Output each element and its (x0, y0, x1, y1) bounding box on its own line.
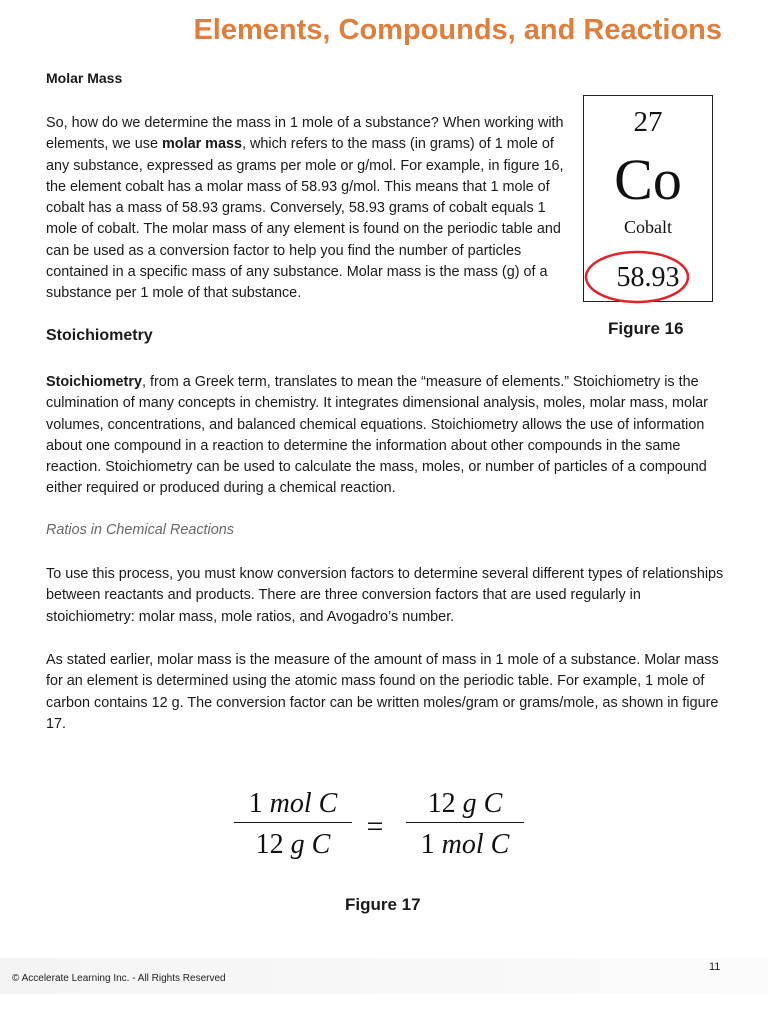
right-numerator (406, 786, 524, 823)
page-number: 11 (709, 961, 721, 973)
right-num-value: 12 (427, 788, 456, 819)
stoichiometry-heading: Stoichiometry (46, 327, 153, 344)
p2-bold-term: Stoichiometry (46, 374, 142, 390)
molar-mass-heading: Molar Mass (46, 70, 123, 86)
p1-text-a: So, how do we determine the mass in 1 mole of a substance? When working with elements, we use (46, 115, 564, 153)
p1-bold-term: molar mass (161, 136, 242, 153)
stoichiometry-paragraph (46, 372, 726, 500)
ratios-subheading: Ratios in Chemical Reactions (46, 522, 234, 538)
conversion-factor-equation (226, 786, 526, 870)
left-num-unit: mol C (269, 788, 338, 819)
left-num-value: 1 (248, 788, 263, 819)
figure-16-caption: Figure 16 (608, 319, 684, 338)
right-fraction (406, 786, 524, 863)
p1-text-b: , which refers to the mass (in grams) of 1 mole of any substance, expressed as grams per mole or g/mol. For example, in figure 16, the element cobalt has a molar mass of 58.93 g/mol. This means that 1 mole of cobalt has a mass of 58.93 grams. Conversely, 58.93 grams of cobalt equals 1 mole of cobalt. The molar mass of any element is found on the periodic table and can be used as a conversion factor to help you find the number of particles contained in a specific mass of any substance. Molar mass is the mass (g) of a substance per 1 mole of that substance. (46, 136, 564, 302)
left-fraction (234, 786, 352, 863)
right-denominator (406, 823, 524, 863)
right-den-value: 1 (420, 829, 435, 860)
figure-17-caption: Figure 17 (345, 895, 421, 914)
molar-mass-paragraph (46, 113, 564, 305)
left-den-unit: g C (290, 829, 331, 860)
left-denominator (234, 823, 352, 863)
p2-text: , from a Greek term, translates to mean the “measure of elements.” Stoichiometry is the culmination of many concepts in chemistry. It integrates dimensional analysis, moles, molar mass, molar volumes, concentrations, and balanced chemical equations. Stoichiometry allows the use of information about one compound in a reaction to determine the information about other compounds in the same reaction. Stoichiometry can be used to calculate the mass, moles, or number of particles of a compound either required or produced during a chemical reaction. (46, 374, 708, 497)
left-den-value: 12 (255, 829, 284, 860)
copyright-notice: © Accelerate Learning Inc. - All Rights Reserved (12, 973, 226, 984)
left-numerator (234, 786, 352, 823)
molar-mass-recap-paragraph: As stated earlier, molar mass is the measure of the amount of mass in 1 mole of a substance. Molar mass for an element is determined using the atomic mass found on the periodic table. For example, 1 mole of carbon contains 12 g. The conversion factor can be written moles/gram or grams/mole, as shown in figure 17. (46, 652, 719, 732)
element-name: Cobalt (624, 217, 672, 237)
right-num-unit: g C (462, 788, 503, 819)
equals-sign: = (366, 810, 384, 843)
conversion-factors-paragraph: To use this process, you must know conversion factors to determine several different types of relationships between reactants and products. There are three conversion factors that are used regularly in stoichiometry: molar mass, mole ratios, and Avogadro’s number. (46, 566, 724, 625)
right-den-unit: mol C (441, 829, 510, 860)
atomic-number: 27 (633, 106, 663, 138)
atomic-mass: 58.93 (616, 262, 680, 293)
element-symbol: Co (614, 147, 682, 212)
page-title: Elements, Compounds, and Reactions (193, 14, 722, 46)
cobalt-element-tile (583, 95, 713, 302)
